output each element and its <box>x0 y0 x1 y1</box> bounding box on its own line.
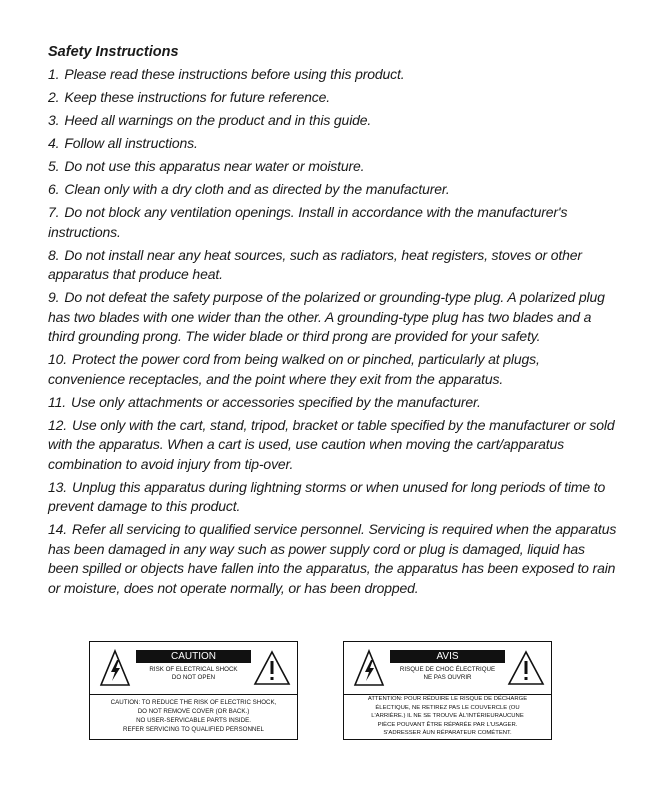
avis-label <box>343 641 552 740</box>
exclamation-triangle-icon <box>507 650 545 686</box>
caution-top-line: RISK OF ELECTRICAL SHOCK <box>149 666 238 673</box>
list-item: 10. Protect the power cord from being walked on or pinched, particularly at plugs, convenience receptacles, and the point where they exit from the apparatus. <box>48 351 540 387</box>
list-item: 1. Please read these instructions before using this product. <box>48 66 405 82</box>
list-item: 13. Unplug this apparatus during lightning storms or when unused for long periods of time to prevent damage to this product. <box>48 478 606 514</box>
caution-label-top <box>90 642 297 695</box>
page-title: Safety Instructions <box>48 44 179 60</box>
list-item: 14. Refer all servicing to qualified service personnel. Servicing is required when the apparatus has been damaged in any way such as power supply cord or plug is damaged, liquid has been spilled or objects have fallen into the apparatus, the apparatus has been exposed to rain or moisture, does not operate normally, or has been dropped. <box>48 521 617 596</box>
safety-instructions <box>48 42 618 602</box>
list-item: 9. Do not defeat the safety purpose of the polarized or grounding-type plug. A polarized plug has two blades with one wider than the other. A grounding-type plug has two blades and a third grounding prong. The wider blade or third prong are provided for your safety. <box>48 289 605 344</box>
list-item: 3. Heed all warnings on the product and in this guide. <box>48 112 372 128</box>
instruction-list <box>48 65 618 598</box>
list-item: 12. Use only with the cart, stand, tripod, bracket or table specified by the manufacturer or sold with the apparatus. When a cart is used, use caution when moving the cart/apparatus combination to avoid injury from tip-over. <box>48 416 615 472</box>
avis-top-line: RISQUE DE CHOC ÉLECTRIQUE <box>399 666 496 673</box>
list-item: 7. Do not block any ventilation openings. Install in accordance with the manufacturer's instructions. <box>48 204 568 240</box>
warning-labels <box>89 641 569 741</box>
avis-bottom-text: ATTENTION: POUR RÉDUIRE LE RISQUE DE DÉCHARGE ÉLECTIQUE, NE RETIREZ PAS LE COUVERCLE (OU L'ARRIÈRE.) IL NE SE TROUVE ÀL'INTÉRIEURAUCUNE PIÈCE POUVANT ÊTRE RÉPARÉE PAR L'USAGER. S'ADRESSER ÀUN RÉPARATEUR COMÉTENT. <box>367 696 528 737</box>
list-item: 2. Keep these instructions for future reference. <box>48 89 331 105</box>
caution-label <box>89 641 298 740</box>
list-item: 5. Do not use this apparatus near water or moisture. <box>48 158 365 174</box>
list-item: 11. Use only attachments or accessories specified by the manufacturer. <box>48 393 481 410</box>
avis-label-top <box>344 642 551 695</box>
list-item: 6. Clean only with a dry cloth and as directed by the manufacturer. <box>48 181 450 197</box>
list-item: 8. Do not install near any heat sources, such as radiators, heat registers, stoves or other apparatus that produce heat. <box>48 246 582 282</box>
avis-banner: AVIS <box>390 650 505 663</box>
exclamation-triangle-icon <box>253 650 291 686</box>
lightning-bolt-icon <box>98 648 132 688</box>
caution-top-line: DO NOT OPEN <box>171 674 216 681</box>
caution-bottom-text: CAUTION: TO REDUCE THE RISK OF ELECTRIC SHOCK, DO NOT REMOVE COVER (OR BACK.) NO USER-SERVICABLE PARTS INSIDE. REFER SERVICING TO QUALIFIED PERSONNEL <box>110 699 277 733</box>
list-item: 4. Follow all instructions. <box>48 135 198 151</box>
lightning-bolt-icon <box>352 648 386 688</box>
avis-top-line: NE PAS OUVRIR <box>423 674 472 681</box>
caution-banner: CAUTION <box>136 650 251 663</box>
